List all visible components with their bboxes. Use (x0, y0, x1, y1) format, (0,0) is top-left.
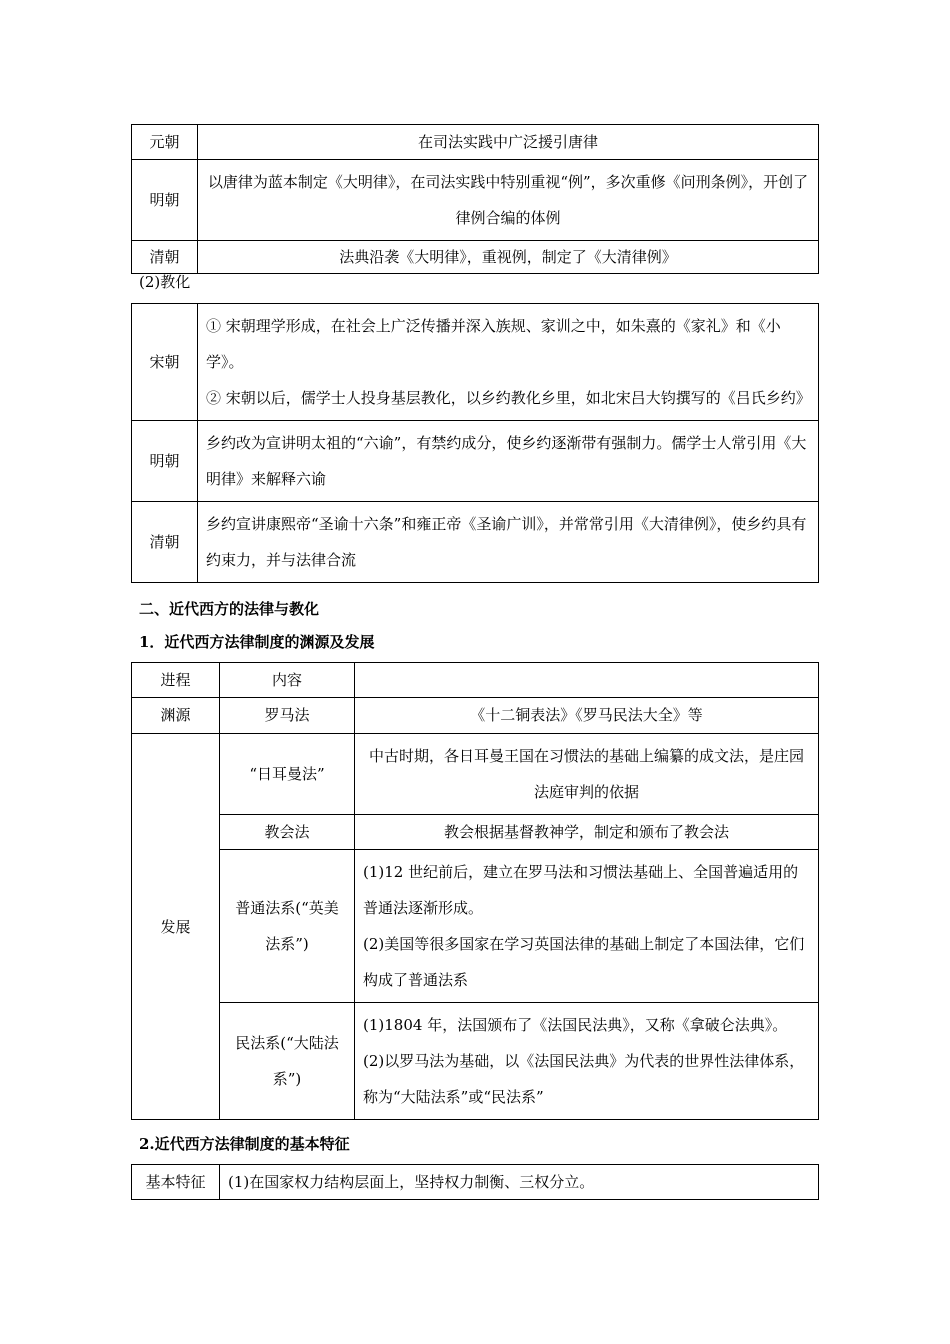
content-item: (1)1804 年，法国颁布了《法国民法典》，又称《拿破仑法典》。 (363, 1016, 788, 1034)
name-cell: 民法系(“大陆法系”) (220, 1003, 355, 1120)
table-row (132, 734, 819, 815)
table-row (132, 850, 819, 1003)
table-row (132, 304, 819, 421)
table-row (132, 421, 819, 502)
name-cell: 教会法 (220, 815, 355, 850)
law-table-dynasties (131, 124, 819, 274)
dynasty-cell: 明朝 (132, 160, 198, 241)
table-row (132, 241, 819, 274)
content-item: ① 宋朝理学形成，在社会上广泛传播并深入族规、家训之中，如朱熹的《家礼》和《小学》。 (206, 317, 781, 371)
content-cell: 乡约改为宣讲明太祖的“六谕”，有禁约成分，使乡约逐渐带有强制力。儒学士人常引用《大明律》来解释六谕 (198, 421, 819, 502)
table-row (132, 125, 819, 160)
table-row (132, 160, 819, 241)
dynasty-cell: 宋朝 (132, 304, 198, 421)
table-row (132, 1003, 819, 1120)
name-cell: “日耳曼法” (220, 734, 355, 815)
content-item: (2)以罗马法为基础，以《法国民法典》为代表的世界性法律体系，称为“大陆法系”或“民法系” (363, 1052, 805, 1106)
subsection-heading: 2.近代西方法律制度的基本特征 (139, 1135, 350, 1153)
subsection-heading: 1．近代西方法律制度的渊源及发展 (139, 633, 375, 651)
column-header (355, 663, 819, 698)
dynasty-cell: 明朝 (132, 421, 198, 502)
features-table (131, 1164, 819, 1200)
content-item: ② 宋朝以后，儒学士人投身基层教化，以乡约教化乡里，如北宋吕大钧撰写的《吕氏乡约》 (206, 389, 811, 407)
content-cell: 以唐律为蓝本制定《大明律》，在司法实践中特别重视“例”，多次重修《问刑条例》，开创了律例合编的体例 (198, 160, 819, 241)
table-row (132, 698, 819, 734)
content-cell: 教会根据基督教神学，制定和颁布了教会法 (355, 815, 819, 850)
content-cell (355, 850, 819, 1003)
content-cell: (1)在国家权力结构层面上，坚持权力制衡、三权分立。 (220, 1165, 819, 1200)
dynasty-cell: 元朝 (132, 125, 198, 160)
section-heading: 二、近代西方的法律与教化 (139, 600, 320, 618)
column-header: 进程 (132, 663, 220, 698)
table-header-row (132, 663, 819, 698)
content-cell: 《十二铜表法》《罗马民法大全》等 (355, 698, 819, 734)
content-cell: 法典沿袭《大明律》，重视例，制定了《大清律例》 (198, 241, 819, 274)
table-row (132, 1165, 819, 1200)
content-item: (1)12 世纪前后，建立在罗马法和习惯法基础上、全国普遍适用的普通法逐渐形成。 (363, 863, 799, 917)
table-row (132, 502, 819, 583)
dynasty-cell: 清朝 (132, 241, 198, 274)
table-row (132, 815, 819, 850)
content-cell (355, 1003, 819, 1120)
content-cell: 中古时期，各日耳曼王国在习惯法的基础上编纂的成文法，是庄园法庭审判的依据 (355, 734, 819, 815)
section-label-jiaohua: (2)教化 (139, 273, 191, 291)
dynasty-cell: 清朝 (132, 502, 198, 583)
name-cell: 罗马法 (220, 698, 355, 734)
western-law-table (131, 662, 819, 1120)
name-cell: 普通法系(“英美法系”) (220, 850, 355, 1003)
stage-cell: 发展 (132, 734, 220, 1120)
content-cell (198, 304, 819, 421)
stage-cell: 渊源 (132, 698, 220, 734)
label-cell: 基本特征 (132, 1165, 220, 1200)
education-table-dynasties (131, 303, 819, 583)
content-cell: 在司法实践中广泛援引唐律 (198, 125, 819, 160)
column-header: 内容 (220, 663, 355, 698)
content-cell: 乡约宣讲康熙帝“圣谕十六条”和雍正帝《圣谕广训》，并常常引用《大清律例》，使乡约具有约束力，并与法律合流 (198, 502, 819, 583)
content-item: (2)美国等很多国家在学习英国法律的基础上制定了本国法律，它们构成了普通法系 (363, 935, 805, 989)
